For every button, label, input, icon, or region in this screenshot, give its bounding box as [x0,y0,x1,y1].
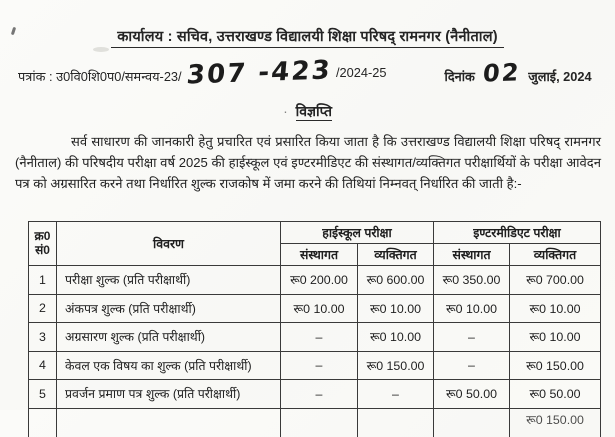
cell-description: प्रवर्जन प्रमाण पत्र शुल्क (प्रति परीक्षार्थी) [57,380,281,409]
cell-highschool-individual: – [358,380,434,409]
cell-intermediate-institutional [434,408,510,437]
header-hs-institutional: संस्थागत [281,244,358,266]
table-row [29,294,601,323]
cell-highschool-institutional: रू0 200.00 [281,266,358,295]
header-serial-line1: क्र0 [34,228,51,243]
notice-title-line [0,102,615,121]
ref-number-year: /2024-25 [336,64,387,80]
ref-number-handwritten: 307 -423 [185,55,333,91]
cell-highschool-institutional [281,408,358,437]
notice-body-paragraph: सर्व साधारण की जानकारी हेतु प्रचारित एवं प्रसारित किया जाता है कि उत्तराखण्ड विद्यालयी शिक्षा परिषद् रामनगर (नैनीताल) की परिषदीय परीक्षा वर्ष 2025 की हाईस्कूल एवं इण्टरमीडिएट की संस्थागत/व्यक्तिगत परीक्षार्थियों के परीक्षा आवेदन पत्र को अग्रसारित करने तथा निर्धारित शुल्क राजकोष में जमा करने की तिथियां निम्नवत् निर्धारित की जाती है:- [15,134,601,191]
cell-highschool-individual: रू0 10.00 [358,294,434,323]
cell-intermediate-institutional: रू0 10.00 [434,294,510,323]
cell-intermediate-individual: रू0 10.00 [510,294,601,323]
header-serial-number [29,222,57,266]
office-header [0,0,615,46]
cell-description: परीक्षा शुल्क (प्रति परीक्षार्थी) [57,266,281,295]
cell-serial-number [29,408,57,437]
cell-intermediate-individual: रू0 150.00 [510,351,601,380]
cell-intermediate-individual: रू0 50.00 [510,380,601,409]
cell-description: अग्रसारण शुल्क (प्रति परीक्षार्थी) [57,323,281,352]
cell-description: केवल एक विषय का शुल्क (प्रति परीक्षार्थी) [57,351,281,380]
fee-table [28,221,601,437]
cell-highschool-individual: रू0 600.00 [358,266,434,295]
header-hs-individual: व्यक्तिगत [358,244,434,266]
date-label: दिनांक [444,69,475,84]
header-group-highschool: हाईस्कूल परीक्षा [281,222,434,244]
cell-intermediate-individual: रू0 10.00 [510,323,601,352]
cell-highschool-institutional: – [281,323,358,352]
cell-highschool-institutional: – [281,351,358,380]
cell-highschool-individual [358,408,434,437]
fee-table-header [29,222,601,266]
cell-serial-number: 5 [29,380,57,409]
header-details: विवरण [57,222,281,266]
cell-highschool-individual: रू0 10.00 [358,323,434,352]
table-row [29,323,601,352]
cell-serial-number: 3 [29,323,57,352]
date-day-handwritten: 02 [481,58,522,88]
cell-intermediate-individual: रू0 150.00 [510,408,601,437]
cell-intermediate-institutional: रू0 50.00 [434,380,510,409]
notice-title: विज्ञप्ति [295,103,332,119]
table-row [29,380,601,409]
cell-serial-number: 2 [29,294,57,323]
table-row-partial [29,408,601,437]
scan-smudge [93,47,109,52]
cell-description: अंकपत्र शुल्क (प्रति परीक्षार्थी) [57,294,281,323]
table-row [29,266,601,295]
table-row [29,351,601,380]
header-serial-line2: सं0 [35,242,50,257]
cell-highschool-institutional: रू0 10.00 [281,294,358,323]
notice-dot: · [283,103,288,119]
cell-description [57,408,281,437]
header-int-individual: व्यक्तिगत [510,244,601,266]
cell-highschool-individual: रू0 150.00 [358,351,434,380]
cell-highschool-institutional: – [281,380,358,409]
cell-serial-number: 1 [29,266,57,295]
date-month-year: जुलाई, 2024 [528,69,592,84]
cell-intermediate-individual: रू0 700.00 [510,266,601,295]
reference-line [18,55,599,93]
ref-number-label: पत्रांक : उ0वि0शि0प0/समन्वय-23/ [18,69,182,84]
office-header-text: कार्यालय : सचिव, उत्तराखण्ड विद्यालयी शिक्षा परिषद् रामनगर (नैनीताल) [111,29,504,48]
fee-table-body [29,266,601,437]
header-group-intermediate: इण्टरमीडिएट परीक्षा [434,222,601,244]
cell-serial-number: 4 [29,351,57,380]
header-int-institutional: संस्थागत [434,244,510,266]
cell-intermediate-institutional: – [434,351,510,380]
cell-intermediate-institutional: – [434,323,510,352]
cell-intermediate-institutional: रू0 350.00 [434,266,510,295]
